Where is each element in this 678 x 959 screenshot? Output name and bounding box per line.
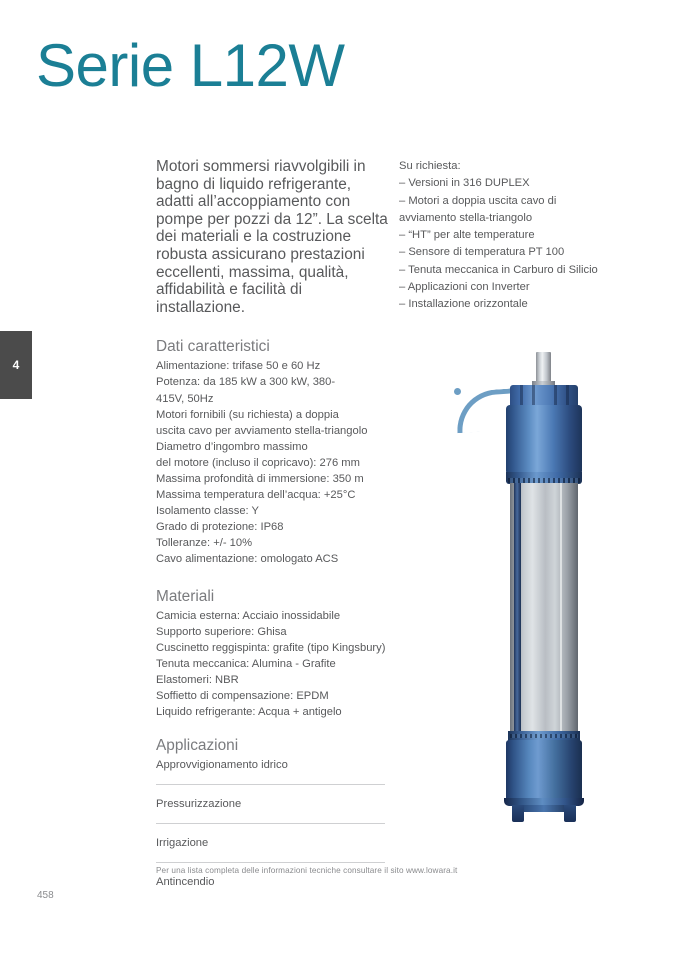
on-request-item: avviamento stella-triangolo xyxy=(399,211,533,224)
spec-item: 415V, 50Hz xyxy=(156,392,214,405)
motor-base-body xyxy=(506,740,582,802)
intro-paragraph: Motori sommersi riavvolgibili in bagno di liquido refrigerante, adatti all’accoppiamento con pompe per pozzi da 12”. La scelta dei materiali e la costruzione robusta assicurano prestazioni eccellenti, massima, qualità, affidabilità e facilità di installazione. xyxy=(156,158,388,316)
spacer xyxy=(156,568,388,588)
right-column xyxy=(399,158,649,314)
spec-item: del motore (incluso il copricavo): 276 mm xyxy=(156,456,360,469)
material-item: Soffietto di compensazione: EPDM xyxy=(156,690,329,703)
on-request-title: Su richiesta: xyxy=(399,160,461,172)
materials-heading: Materiali xyxy=(156,587,215,605)
on-request-item: – “HT” per alte temperature xyxy=(399,229,535,242)
footer-note: Per una lista completa delle informazioni tecniche consultare il sito www.lowara.it xyxy=(156,866,458,875)
material-item: Supporto superiore: Ghisa xyxy=(156,625,287,638)
material-item: Tenuta meccanica: Alumina - Grafite xyxy=(156,657,336,670)
material-item: Elastomeri: NBR xyxy=(156,673,239,686)
spec-item: Cavo alimentazione: omologato ACS xyxy=(156,553,339,566)
on-request-item: – Versioni in 316 DUPLEX xyxy=(399,177,530,190)
spec-item: Diametro d’ingombro massimo xyxy=(156,440,308,453)
applications-heading: Applicazioni xyxy=(156,737,239,755)
page-number: 458 xyxy=(37,890,54,901)
specs-list xyxy=(156,358,388,567)
spec-item: Potenza: da 185 kW a 300 kW, 380- xyxy=(156,376,336,389)
on-request-list xyxy=(399,175,649,313)
application-item: Pressurizzazione xyxy=(156,784,385,823)
submersible-motor-photo xyxy=(420,352,670,862)
material-item: Liquido refrigerante: Acqua + antigelo xyxy=(156,706,342,719)
spec-item: Motori fornibili (su richiesta) a doppia xyxy=(156,408,339,421)
page-title: Serie L12W xyxy=(36,32,345,99)
on-request-item: – Applicazioni con Inverter xyxy=(399,281,530,294)
material-item: Camicia esterna: Acciaio inossidabile xyxy=(156,609,341,622)
spec-item: Tolleranze: +/- 10% xyxy=(156,537,253,550)
application-item: Irrigazione xyxy=(156,823,385,862)
materials-list xyxy=(156,608,388,721)
specs-heading: Dati caratteristici xyxy=(156,338,270,356)
motor-foot xyxy=(512,805,524,822)
spec-item: Isolamento classe: Y xyxy=(156,505,260,518)
chapter-tab[interactable] xyxy=(0,331,32,399)
motor-base-bar xyxy=(518,805,570,812)
application-item: Approvvigionamento idrico xyxy=(156,759,288,772)
spec-item: Grado di protezione: IP68 xyxy=(156,521,284,534)
body-highlight-seam xyxy=(560,483,562,733)
on-request-item: – Sensore di temperatura PT 100 xyxy=(399,246,565,259)
left-column xyxy=(156,158,388,901)
chapter-tab-number: 4 xyxy=(12,358,20,372)
spec-item: Massima profondità di immersione: 350 m xyxy=(156,473,364,485)
application-item: Antincendio xyxy=(156,862,385,901)
spec-item: Alimentazione: trifase 50 e 60 Hz xyxy=(156,360,321,373)
spec-item: uscita cavo per avviamento stella-triangolo xyxy=(156,424,368,437)
spacer xyxy=(156,720,388,737)
power-cable-end xyxy=(454,388,461,395)
applications-list xyxy=(156,757,385,901)
on-request-item: – Motori a doppia uscita cavo di xyxy=(399,194,557,207)
motor-base-collar-teeth xyxy=(510,734,578,738)
material-item: Cuscinetto reggispinta: grafite (tipo Kingsbury) xyxy=(156,641,386,654)
motor-head-body xyxy=(506,405,582,475)
body-cable-guard xyxy=(514,483,521,733)
on-request-item: – Tenuta meccanica in Carburo di Silicio xyxy=(399,263,598,276)
motor-foot xyxy=(564,805,576,822)
on-request-item: – Installazione orizzontale xyxy=(399,298,528,311)
spec-item: Massima temperatura dell’acqua: +25°C xyxy=(156,489,356,502)
